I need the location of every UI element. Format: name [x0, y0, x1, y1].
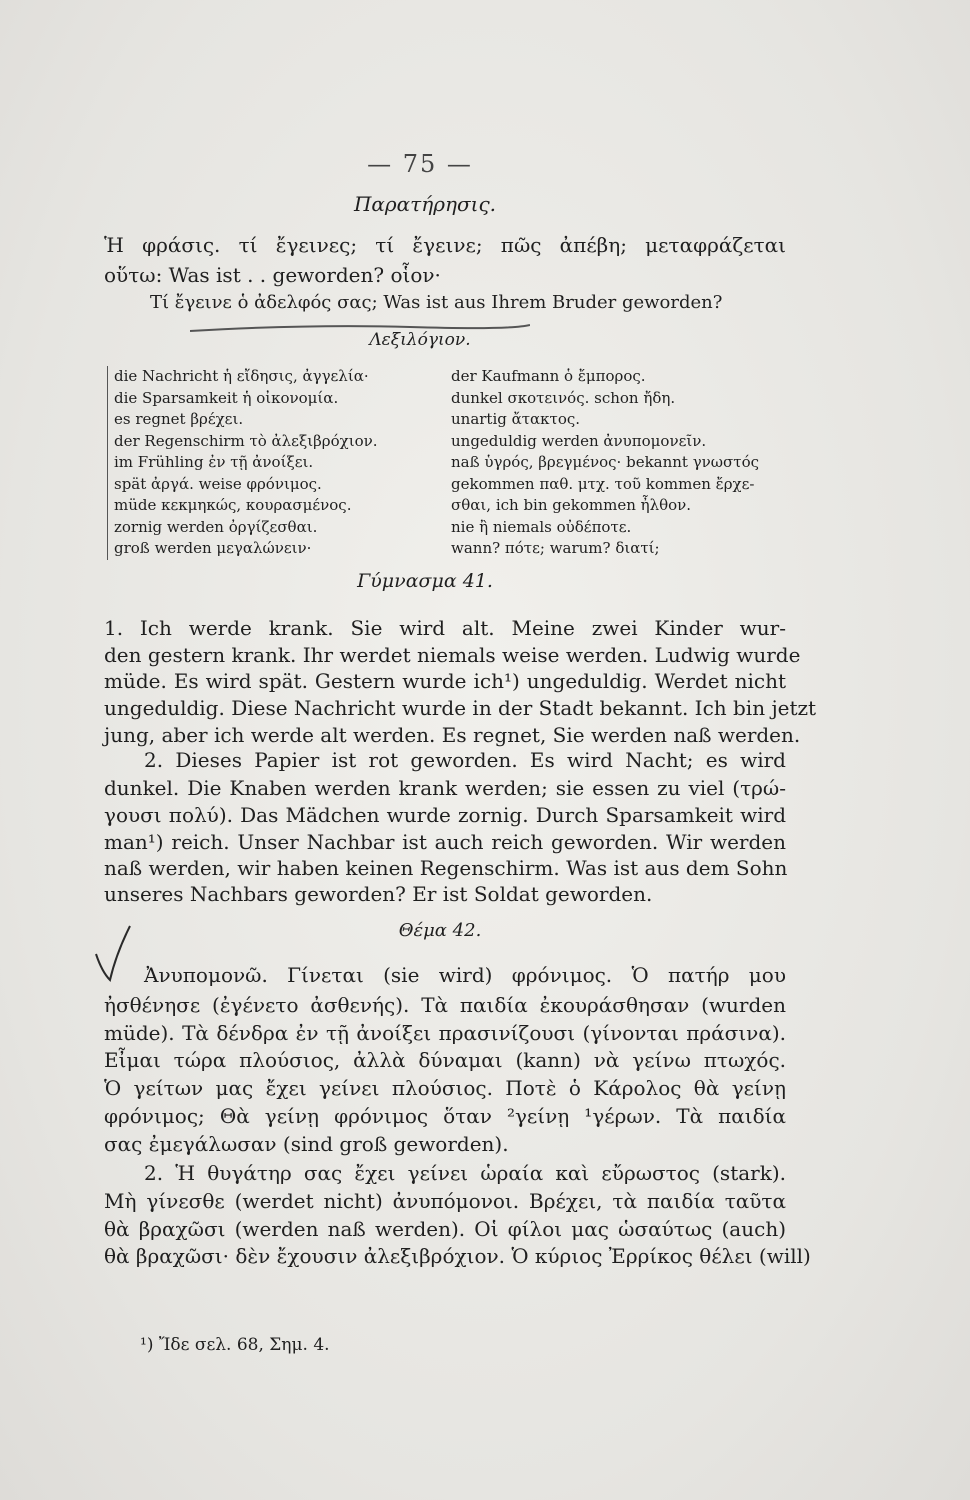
vocab-entry: nie ἢ niemals οὐδέποτε.: [451, 517, 632, 536]
theme-42-line: 2. Ἡ θυγάτηρ σας ἔχει γείνει ὡραία καὶ εὔρωστος (stark).: [144, 1161, 786, 1185]
vocab-entry: wann? πότε; warum? διατί;: [451, 539, 660, 557]
theme-42-line: Ἀνυπομονῶ. Γίνεται (sie wird) φρόνιμος. Ὁ πατήρ μου: [144, 963, 786, 987]
theme-42-line: müde). Τὰ δένδρα ἐν τῇ ἀνοίξει πρασινίζουσι (γίνονται πράσινα).: [104, 1021, 786, 1045]
theme-42-line: θὰ βραχῶσι· δὲν ἔχουσιν ἀλεξιβρόχιον. Ὁ κύριος Ἐρρίκος θέλει (will): [104, 1244, 811, 1268]
vocab-entry: die Nachricht ἡ εἴδησις, ἀγγελία·: [114, 367, 369, 385]
vocab-entry: spät ἀργά. weise φρόνιμος.: [114, 474, 322, 493]
vocab-entry: ungeduldig werden ἀνυπομονεῖν.: [451, 431, 707, 450]
vocab-entry: der Kaufmann ὁ ἔμπορος.: [451, 367, 646, 385]
vocabulary-title: Λεξιλόγιον.: [369, 330, 471, 350]
vocabulary-right-column: [451, 366, 791, 560]
exercise-41-line: müde. Es wird spät. Gestern wurde ich¹) ungeduldig. Werdet nicht: [104, 669, 786, 693]
exercise-41-line: 1. Ich werde krank. Sie wird alt. Meine zwei Kinder wur-: [104, 616, 786, 640]
theme-42-line: σας ἐμεγάλωσαν (sind groß geworden).: [104, 1132, 509, 1156]
vocab-entry: σθαι, ich bin gekommen ἦλθον.: [451, 496, 692, 514]
vocab-entry: dunkel σκοτεινός. schon ἤδη.: [451, 388, 676, 407]
theme-42-line: Μὴ γίνεσθε (werdet nicht) ἀνυπόμονοι. Βρέχει, τὰ παιδία ταῦτα: [104, 1189, 786, 1213]
theme-42-line: θὰ βραχῶσι (werden naß werden). Οἱ φίλοι μας ὡσαύτως (auch): [104, 1217, 786, 1241]
footnote: ¹) Ἴδε σελ. 68, Σημ. 4.: [140, 1335, 330, 1355]
vocab-entry: gekommen παθ. μτχ. τοῦ kommen ἔρχε-: [451, 474, 755, 493]
intro-line-3: Τί ἔγεινε ὁ ἀδελφός σας; Was ist aus Ihrem Bruder geworden?: [150, 292, 723, 313]
theme-42-line: Εἶμαι τώρα πλούσιος, ἀλλὰ δύναμαι (kann) νὰ γείνω πτωχός.: [104, 1048, 786, 1072]
vocab-entry: der Regenschirm τὸ ἀλεξιβρόχιον.: [114, 431, 378, 450]
vocab-entry: müde κεκμηκώς, κουρασμένος.: [114, 496, 352, 514]
theme-42-line: Ὁ γείτων μας ἔχει γείνει πλούσιος. Ποτὲ ὁ Κάρολος θὰ γείνῃ: [104, 1076, 786, 1100]
vocab-entry: unartig ἄτακτος.: [451, 410, 581, 428]
exercise-41-line: man¹) reich. Unser Nachbar ist auch reich geworden. Wir werden: [104, 830, 786, 854]
exercise-41-line: den gestern krank. Ihr werdet niemals weise werden. Ludwig wurde: [104, 643, 801, 667]
vocab-entry: naß ὑγρός, βρεγμένος· bekannt γνωστός: [451, 453, 760, 471]
intro-line-2: οὕτω: Was ist . . geworden? οἷον·: [104, 263, 441, 287]
exercise-41-line: naß werden, wir haben keinen Regenschirm. Was ist aus dem Sohn: [104, 856, 788, 880]
exercise-41-title: Γύμνασμα 41.: [357, 570, 493, 592]
exercise-41-line: dunkel. Die Knaben werden krank werden; sie essen zu viel (τρώ-: [104, 776, 786, 800]
theme-42-line: ἠσθένησε (ἐγένετο ἀσθενής). Τὰ παιδία ἐκουράσθησαν (wurden: [104, 993, 786, 1017]
vocab-entry: zornig werden ὀργίζεσθαι.: [114, 517, 318, 536]
vocab-entry: groß werden μεγαλώνειν·: [114, 539, 312, 557]
exercise-41-line: jung, aber ich werde alt werden. Es regnet, Sie werden naß werden.: [104, 723, 801, 747]
exercise-41-line: γουσι πολύ). Das Mädchen wurde zornig. Durch Sparsamkeit wird: [104, 803, 786, 827]
exercise-41-line: unseres Nachbars geworden? Er ist Soldat geworden.: [104, 882, 653, 906]
theme-42-title: Θέμα 42.: [398, 920, 482, 941]
theme-42-line: φρόνιμος; Θὰ γείνῃ φρόνιμος ὅταν ²γείνῃ ¹γέρων. Τὰ παιδία: [104, 1104, 786, 1128]
exercise-41-line: 2. Dieses Papier ist rot geworden. Es wird Nacht; es wird: [144, 748, 786, 772]
intro-line-1: Ἡ φράσις. τί ἔγεινες; τί ἔγεινε; πῶς ἀπέβη; μεταφράζεται: [104, 233, 786, 257]
vocab-entry: im Frühling ἐν τῇ ἀνοίξει.: [114, 453, 314, 471]
vocabulary-left-column: [107, 366, 444, 560]
vocab-entry: die Sparsamkeit ἡ οἰκονομία.: [114, 388, 339, 407]
vocab-entry: es regnet βρέχει.: [114, 410, 244, 428]
page-number: — 75 —: [367, 150, 473, 178]
section-title: Παρατήρησις.: [353, 192, 497, 216]
exercise-41-line: ungeduldig. Diese Nachricht wurde in der Stadt bekannt. Ich bin jetzt: [104, 696, 817, 720]
